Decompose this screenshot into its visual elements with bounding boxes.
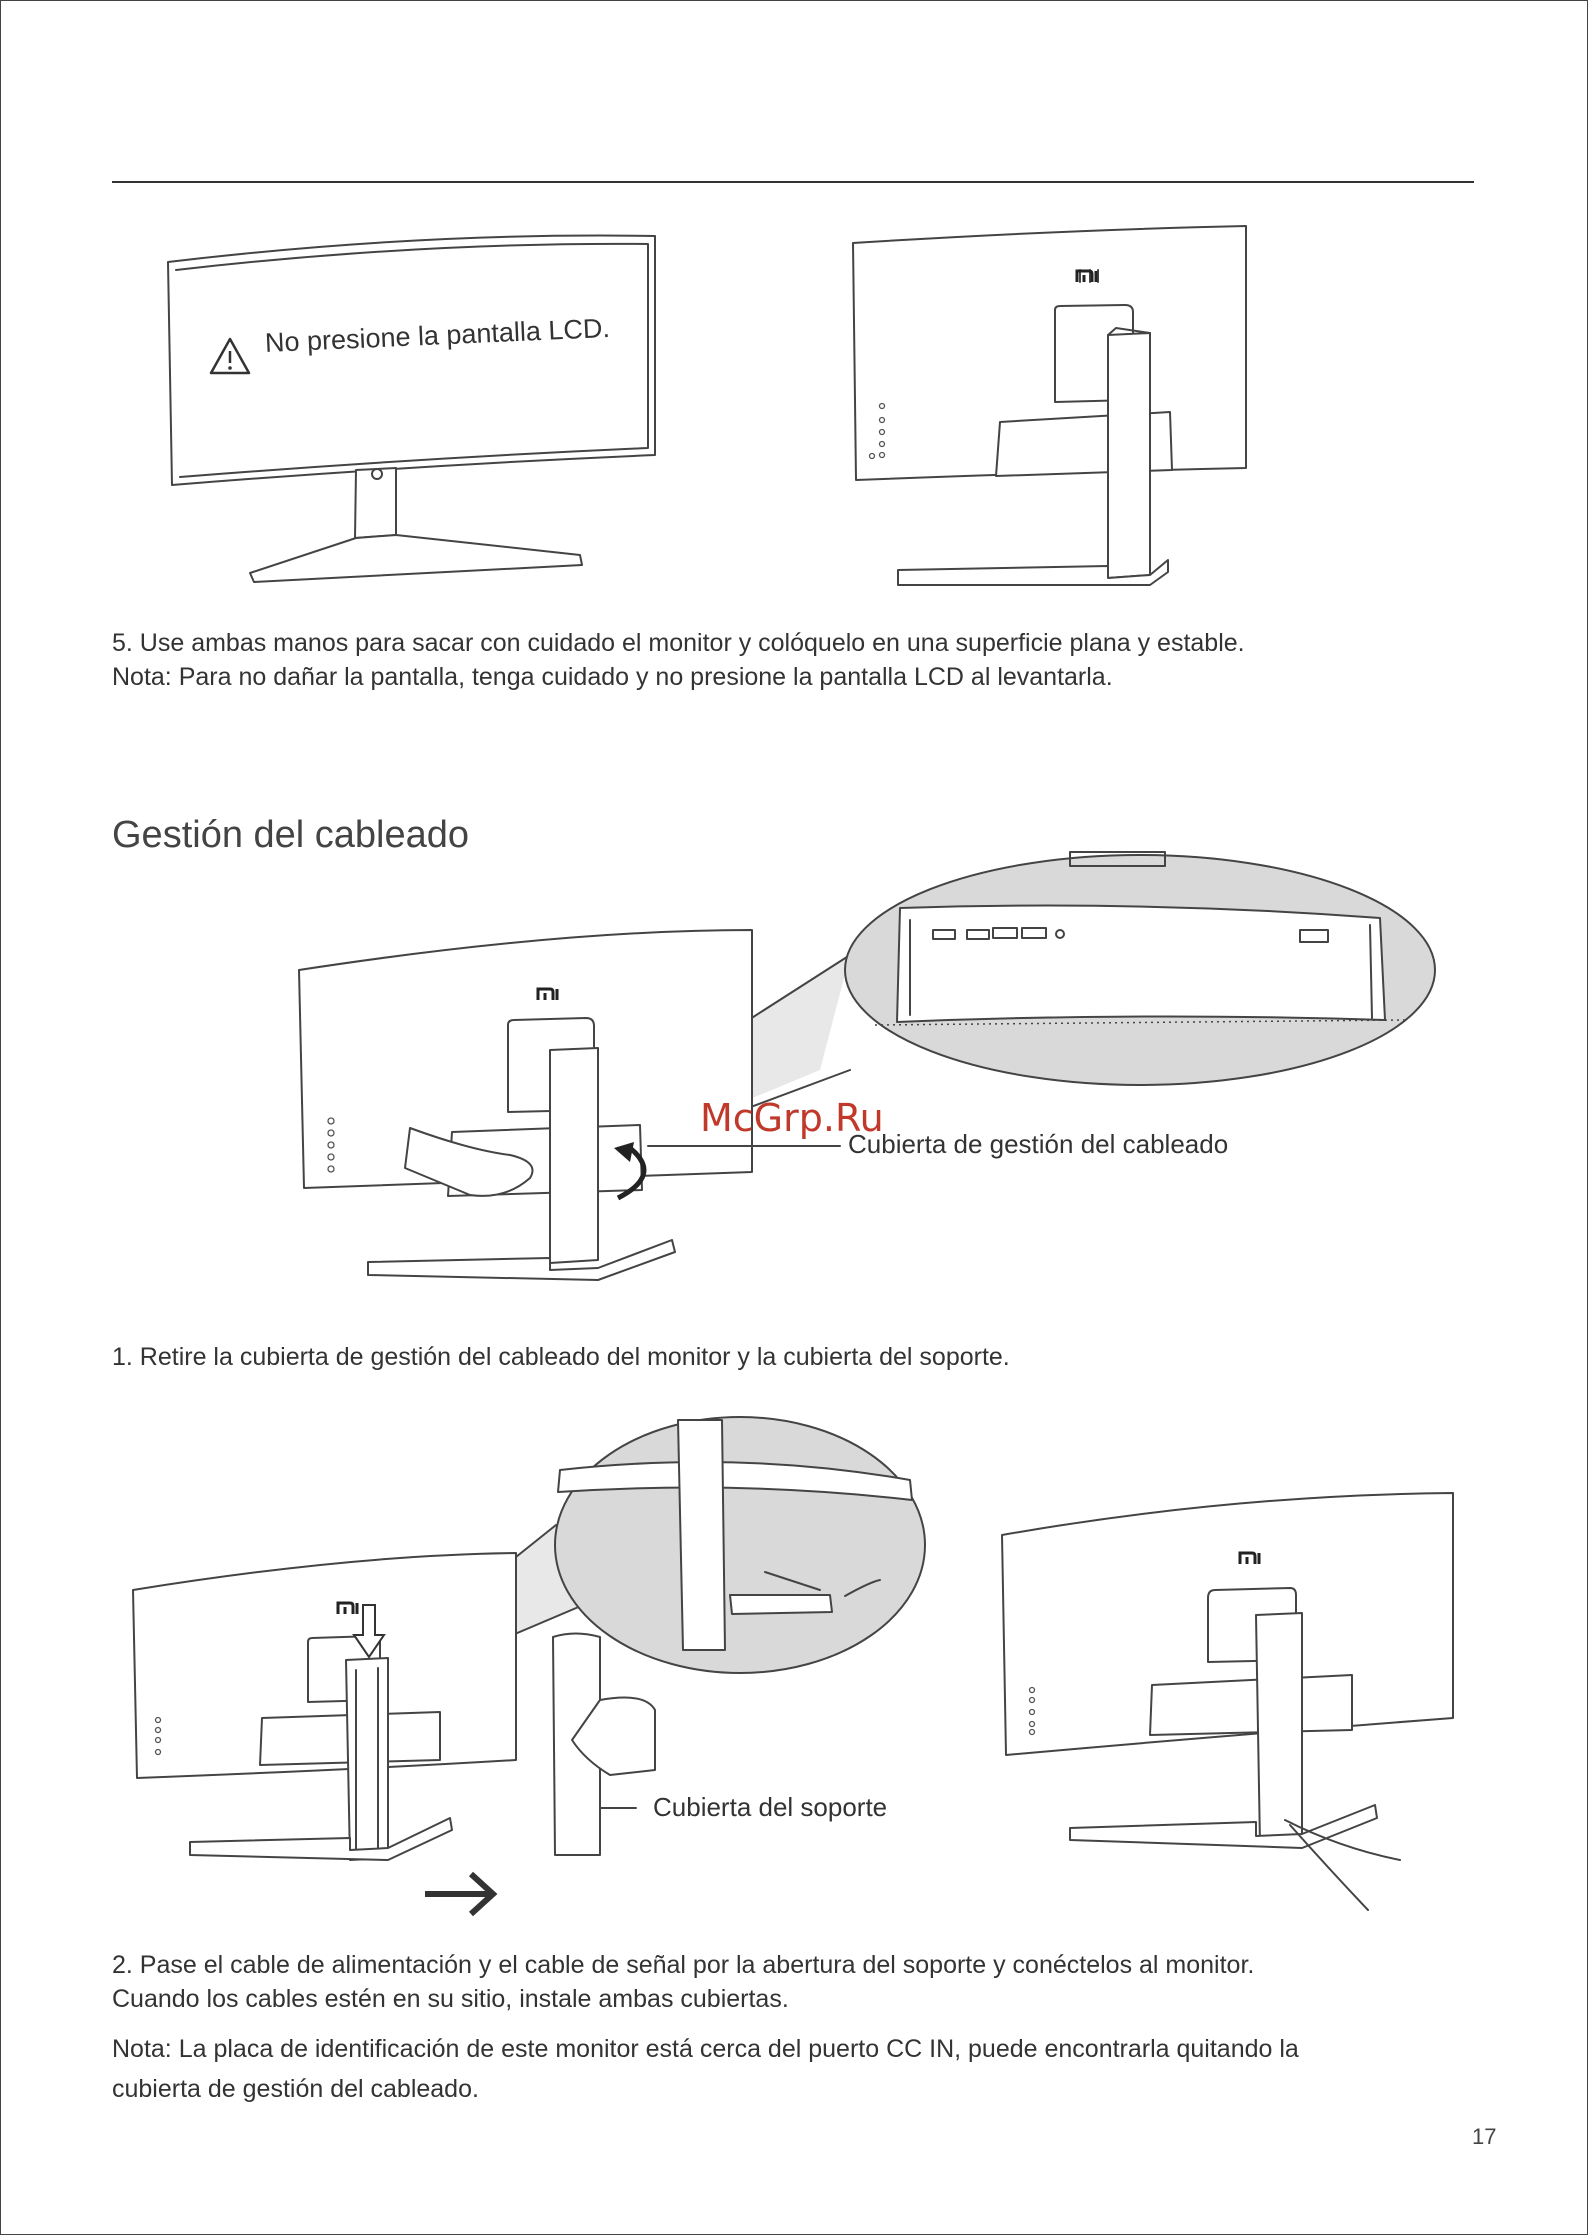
right-arrow-icon: [425, 1870, 500, 1918]
step2-line2: Cuando los cables estén en su sitio, instale ambas cubiertas.: [112, 1985, 789, 2013]
xiaomi-mi-logo: [537, 987, 559, 1001]
section-title: Gestión del cableado: [112, 814, 470, 856]
page-number: 17: [1472, 2124, 1497, 2149]
callout-stand-cover: Cubierta del soporte: [653, 1792, 888, 1822]
step2-note-line2: cubierta de gestión del cableado.: [112, 2075, 479, 2103]
step5-note: Nota: Para no dañar la pantalla, tenga cuidado y no presione la pantalla LCD al levantarla.: [112, 663, 1113, 691]
watermark: McGrp.Ru: [700, 1096, 884, 1140]
warning-text: No presione la pantalla LCD.: [264, 312, 611, 358]
xiaomi-mi-logo: [1239, 1551, 1261, 1565]
step2-note-line1: Nota: La placa de identificación de este monitor está cerca del puerto CC IN, puede encontrarla quitando la: [112, 2035, 1299, 2063]
xiaomi-mi-logo: [1076, 269, 1098, 283]
callout-cable-cover: Cubierta de gestión del cableado: [848, 1129, 1229, 1159]
step2-line1: 2. Pase el cable de alimentación y el cable de señal por la abertura del soporte y conéctelos al monitor.: [112, 1951, 1255, 1979]
step1-text: 1. Retire la cubierta de gestión del cableado del monitor y la cubierta del soporte.: [112, 1343, 1010, 1371]
xiaomi-mi-logo: [337, 1601, 359, 1615]
step5-line1: 5. Use ambas manos para sacar con cuidado el monitor y colóquelo en una superficie plana y estable.: [112, 629, 1245, 657]
